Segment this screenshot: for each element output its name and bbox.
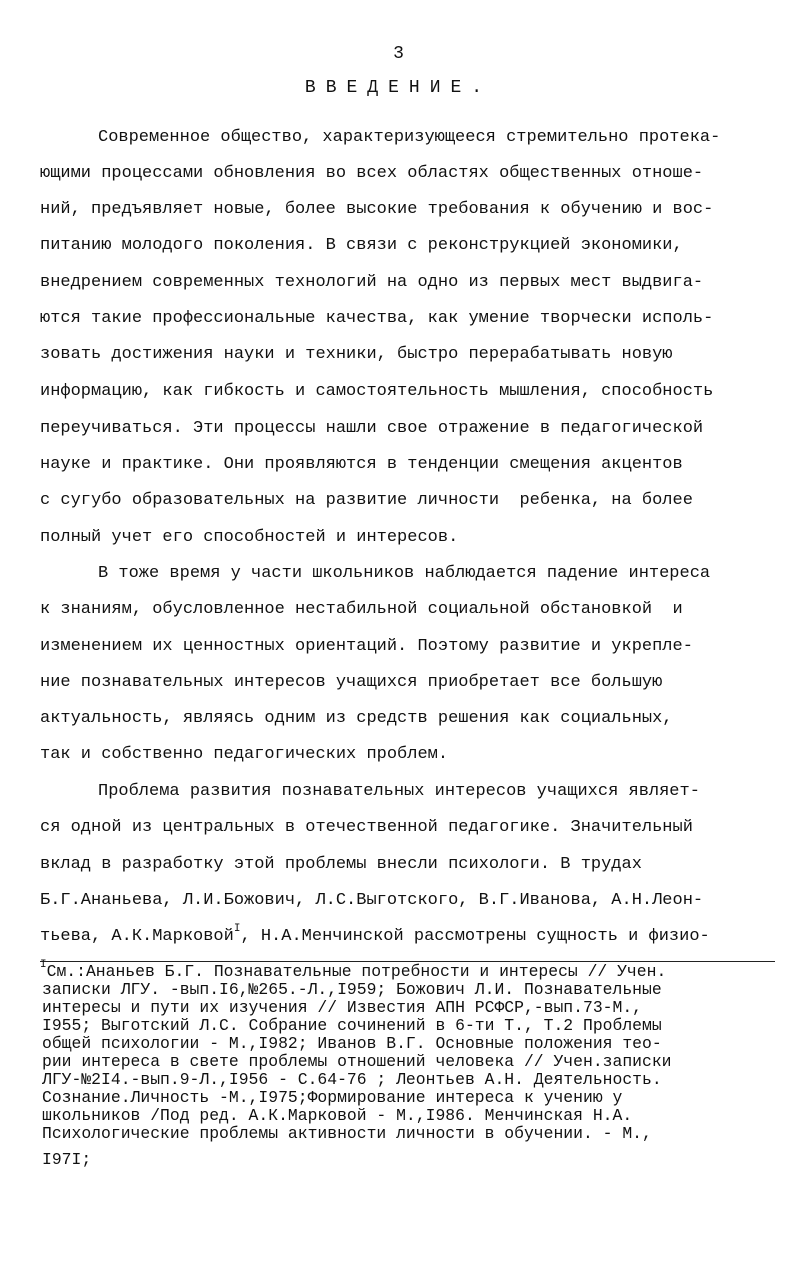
body-line: ся одной из центральных в отечественной педагогике. Значительный [40, 818, 693, 837]
footnote-line: Сознание.Личность -М.,I975;Формирование интереса к учению у [42, 1088, 623, 1107]
body-line: полный учет его способностей и интересов. [40, 528, 459, 547]
footnote-line: рии интереса в свете проблемы отношений человека // Учен.записки [42, 1052, 672, 1071]
footnote-line: интересы и пути их изучения // Известия АПН РСФСР,-вып.73-М., [42, 998, 642, 1017]
body-line: внедрением современных технологий на одно из первых мест выдвига- [40, 273, 704, 292]
footnote-line: школьников /Под ред. А.К.Марковой - М.,I986. Менчинская Н.А. [42, 1106, 633, 1125]
body-line: В тоже время у части школьников наблюдается падение интереса [98, 564, 711, 583]
footnote-line: записки ЛГУ. -вып.I6,№265.-Л.,I959; Божович Л.И. Познавательные [42, 980, 662, 999]
body-line: переучиваться. Эти процессы нашли свое отражение в педагогической [40, 419, 704, 438]
body-line: Б.Г.Ананьева, Л.И.Божович, Л.С.Выготского, В.Г.Иванова, А.Н.Леон- [40, 891, 704, 910]
body-line: актуальность, являясь одним из средств решения как социальных, [40, 709, 673, 728]
page-number: 3 [393, 44, 404, 64]
footnote-line: ЛГУ-№2I4.-вып.9-Л.,I956 - С.64-76 ; Леонтьев А.Н. Деятельность. [42, 1070, 662, 1089]
footnote-text: См.:Ананьев Б.Г. Познавательные потребности и интересы // Учен. [46, 962, 667, 981]
body-line: Проблема развития познавательных интересов учащихся являет- [98, 782, 700, 801]
body-line: зовать достижения науки и техники, быстро перерабатывать новую [40, 345, 673, 364]
footnote-line: I955; Выготский Л.С. Собрание сочинений в 6-ти Т., Т.2 Проблемы [42, 1016, 662, 1035]
footnote-line: общей психологии - М.,I982; Иванов В.Г. Основные положения тео- [42, 1034, 662, 1053]
body-line: вклад в разработку этой проблемы внесли психологи. В трудах [40, 855, 642, 874]
body-line: так и собственно педагогических проблем. [40, 745, 449, 764]
body-line: к знаниям, обусловленное нестабильной социальной обстановкой и [40, 600, 683, 619]
body-line: изменением их ценностных ориентаций. Поэтому развитие и укрепле- [40, 637, 693, 656]
body-line: с сугубо образовательных на развитие личности ребенка, на более [40, 491, 693, 510]
page-title: ВВЕДЕНИЕ. [304, 78, 493, 98]
body-line: ющими процессами обновления во всех областях общественных отноше- [40, 164, 704, 183]
footnote-line: Психологические проблемы активности личности в обучении. - М., [42, 1124, 652, 1143]
body-line-part: тьева, А.К.Марковой [40, 927, 234, 946]
body-line: Современное общество, характеризующееся стремительно протека- [98, 128, 721, 147]
body-line: ние познавательных интересов учащихся приобретает все большую [40, 673, 663, 692]
footnote-line [40, 959, 667, 981]
footnote-line: I97I; [42, 1150, 92, 1169]
footnote-reference: I [233, 923, 241, 935]
footnote-marker: I [40, 959, 47, 971]
body-line: питанию молодого поколения. В связи с реконструкцией экономики, [40, 236, 683, 255]
body-line: науке и практике. Они проявляются в тенденции смещения акцентов [40, 455, 683, 474]
body-line-part: , Н.А.Менчинской рассмотрены сущность и физио- [240, 927, 710, 946]
body-line-with-footnote-ref [40, 923, 772, 948]
body-line: ются такие профессиональные качества, как умение творчески исполь- [40, 309, 714, 328]
body-line: ний, предъявляет новые, более высокие требования к обучению и вос- [40, 200, 714, 219]
body-line: информацию, как гибкость и самостоятельность мышления, способность [40, 382, 714, 401]
